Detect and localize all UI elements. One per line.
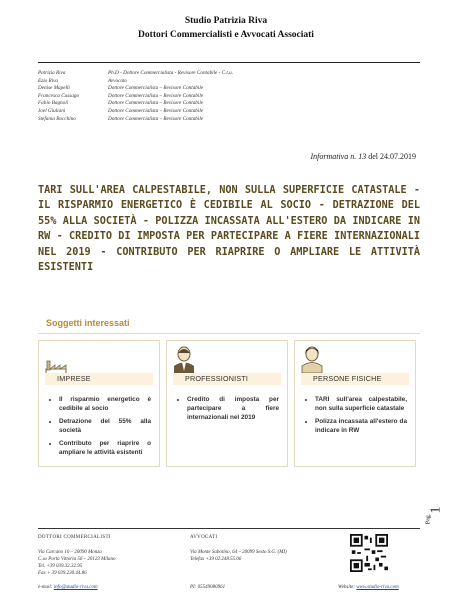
staff-row: [38, 100, 233, 108]
footer-divider: [38, 528, 420, 529]
staff-row: [38, 93, 233, 101]
staff-role: Dottore Commercialista – Revisore Contabile: [108, 115, 204, 122]
staff-name: Stefania Bocchino: [38, 115, 76, 122]
list-item: • TARI sull'area calpestabile, non sulla superficie catastale: [315, 395, 407, 413]
footer-email: [38, 584, 98, 591]
staff-row: [38, 85, 233, 93]
firm-subtitle: Dottori Commercialisti e Avvocati Associati: [138, 30, 314, 40]
footer-address: Via Carcano 10 – 20090 Monza: [38, 550, 102, 555]
staff-role: Dottore Commercialista – Revisore Contabile: [108, 100, 204, 107]
professional-icon: [173, 345, 195, 373]
list-item: • Polizza incassata all'estero da indicare in RW: [315, 417, 407, 435]
informativa-date: del 24.07.2019: [368, 152, 416, 161]
card-title: PERSONE FISICHE: [313, 374, 382, 383]
informativa-ref: [310, 152, 416, 161]
person-icon: [301, 345, 323, 373]
card-list: [49, 395, 151, 461]
subject-card-professionisti: [166, 340, 288, 467]
header-divider: [38, 62, 420, 63]
staff-role: Dottore Commercialista – Revisore Contabile: [108, 107, 204, 114]
section-title: Soggetti interessati: [46, 318, 130, 328]
qr-code-icon: [350, 534, 388, 572]
footer-heading: DOTTORI COMMERCIALISTI: [38, 535, 111, 540]
staff-name: Ezio Riva: [38, 77, 59, 84]
staff-row: [38, 70, 233, 78]
footer-address: C.so Porta Vittoria 56 – 20123 Milano: [38, 557, 116, 562]
footer-left: [38, 534, 116, 577]
list-item: • Contributo per riaprire o ampliare le attività esistenti: [59, 439, 151, 457]
footer-heading: AVVOCATI: [190, 535, 218, 540]
staff-name: Patrizia Riva: [38, 70, 66, 76]
card-title: PROFESSIONISTI: [185, 374, 249, 383]
piva-value: 05549080961: [197, 585, 226, 590]
staff-row: [38, 108, 233, 116]
page-label: Pag.: [425, 513, 432, 525]
list-item: • Credito di imposta per partecipare a fiere internazionali nel 2019: [187, 395, 279, 422]
card-list: [177, 395, 279, 426]
staff-name: Francesca Cassago: [38, 92, 80, 99]
card-list: [305, 395, 407, 439]
email-label: e-mail:: [38, 585, 53, 590]
website-link[interactable]: www.studio-riva.com: [356, 585, 399, 590]
subject-card-persone-fisiche: [294, 340, 416, 467]
footer-website: [338, 584, 399, 591]
footer-right: [190, 534, 287, 563]
email-link[interactable]: info@studio-riva.com: [53, 585, 98, 590]
staff-role: Avvocato: [108, 77, 128, 84]
subject-card-imprese: [38, 340, 160, 467]
staff-role: Ph.D - Dottore Commercialista - Revisore Contabile - C.t.u.: [108, 70, 234, 76]
firm-name: Studio Patrizia Riva: [184, 16, 268, 26]
footer-phone: Telefax +39 02.248.55.06: [190, 557, 242, 562]
page-num: 1: [428, 506, 444, 514]
list-item: • Il risparmio energetico è cedibile al socio: [59, 395, 151, 413]
footer-piva: [190, 584, 225, 591]
website-label: Website:: [338, 585, 356, 590]
card-title: IMPRESE: [57, 374, 91, 383]
document-headline: TARI SULL'AREA CALPESTABILE, NON SULLA SUPERFICIE CATASTALE - IL RISPARMIO ENERGETICO È CEDIBILE AL SOCIO - DETRAZIONE DEL 55% ALLA SOCIETÀ - POLIZZA INCASSATA ALL'ESTERO DA INDICARE IN RW - CREDITO DI IMPOSTA PER PARTECIPARE A FIERE INTERNAZIONALI NEL 2019 - CONTRIBUTO PER RIAPRIRE O AMPLIARE LE ATTIVITÀ ESISTENTI: [38, 185, 420, 274]
staff-row: [38, 78, 233, 86]
piva-label: PI:: [190, 585, 197, 590]
staff-name: Joel Giuliani: [38, 107, 66, 114]
footer-phone: Tel. +39 039.32.32.95: [38, 564, 83, 569]
section-divider: [38, 333, 420, 334]
staff-name: Fabio Bagnoli: [38, 100, 69, 107]
informativa-number: Informativa n. 13: [310, 152, 367, 161]
staff-name: Denise Mapelli: [38, 85, 70, 92]
staff-list: [38, 70, 233, 123]
page-number: [425, 500, 445, 530]
footer-address: Via Monte Sabotino, 64 – 20099 Sesto S.G. (MI): [190, 550, 287, 555]
list-item: • Detrazione del 55% alla società: [59, 417, 151, 435]
staff-role: Dottore Commercialista – Revisore Contabile: [108, 85, 204, 92]
staff-role: Dottore Commercialista – Revisore Contabile: [108, 92, 204, 99]
footer-fax: Fax + 39 039.230.44.86: [38, 571, 87, 576]
staff-row: [38, 116, 233, 124]
